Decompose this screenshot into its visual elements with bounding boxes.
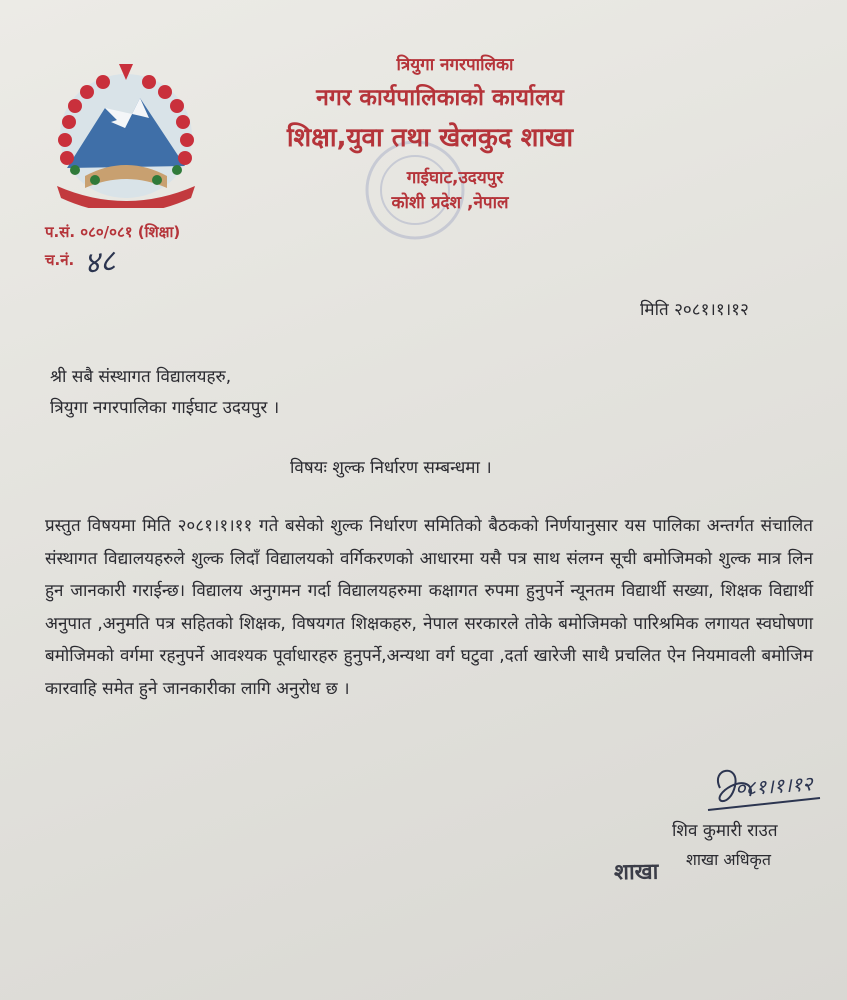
office-address: गाईघाट,उदयपुर	[406, 168, 504, 188]
recipient-line-1: श्री सबै संस्थागत विद्यालयहरु,	[50, 367, 232, 387]
signatory-stamp: शाखा	[613, 859, 659, 886]
letter-body: प्रस्तुत विषयमा मिति २०८१।१।११ गते बसेको शुल्क निर्धारण समितिको बैठकको निर्णयानुसार यस पालिका अन्तर्गत संचालित संस्थागत विद्यालयहरुले शुल्क लिदाँ विद्यालयको वर्गिकरणको आधारमा यसै पत्र साथ संलग्न सूची बमोजिमको शुल्क मात्र लिन हुन जानकारी गराईन्छ। विद्यालय अनुगमन गर्दा विद्यालयहरुमा कक्षागत रुपमा हुनुपर्ने न्यूनतम विद्यार्थी सख्या, शिक्षक विद्यार्थी अनुपात ,अनुमति पत्र सहितको शिक्षक, विषयगत शिक्षकहरु, नेपाल सरकारले तोके बमोजिमको पारिश्रमिक लगायत स्वघोषणा बमोजिमको वर्गमा रहनुपर्ने आवश्यक पूर्वाधारहरु हुनुपर्ने,अन्यथा वर्ग घटुवा ,दर्ता खारेजी साथै प्रचलित ऐन नियमावली बमोजिम कारवाहि समेत हुने जानकारीका लागि अनुरोध छ ।	[45, 516, 813, 699]
signatory-name: शिव कुमारी राउत	[672, 821, 778, 841]
office-name: नगर कार्यपालिकाको कार्यालय	[316, 85, 564, 111]
handwritten-signature-date: ०८१।१।१२	[734, 771, 814, 801]
recipient-line-2: त्रियुगा नगरपालिका गाईघाट उदयपुर ।	[50, 398, 280, 418]
section-name: शिक्षा,युवा तथा खेलकुद शाखा	[286, 123, 574, 153]
reference-ps: प.सं. ०८०/०८१ (शिक्षा)	[45, 223, 181, 241]
municipality-name: त्रियुगा नगरपालिका	[396, 55, 514, 75]
signatory-title: शाखा अधिकृत	[686, 850, 771, 869]
letter-subject: विषयः शुल्क निर्धारण सम्बन्धमा ।	[290, 458, 492, 478]
province-country: कोशी प्रदेश ,नेपाल	[391, 193, 509, 213]
handwritten-cn-number: ४८	[82, 243, 118, 282]
letter-date: मिति २०८१।१।१२	[640, 300, 749, 320]
reference-cn-label: च.नं.	[45, 251, 75, 269]
